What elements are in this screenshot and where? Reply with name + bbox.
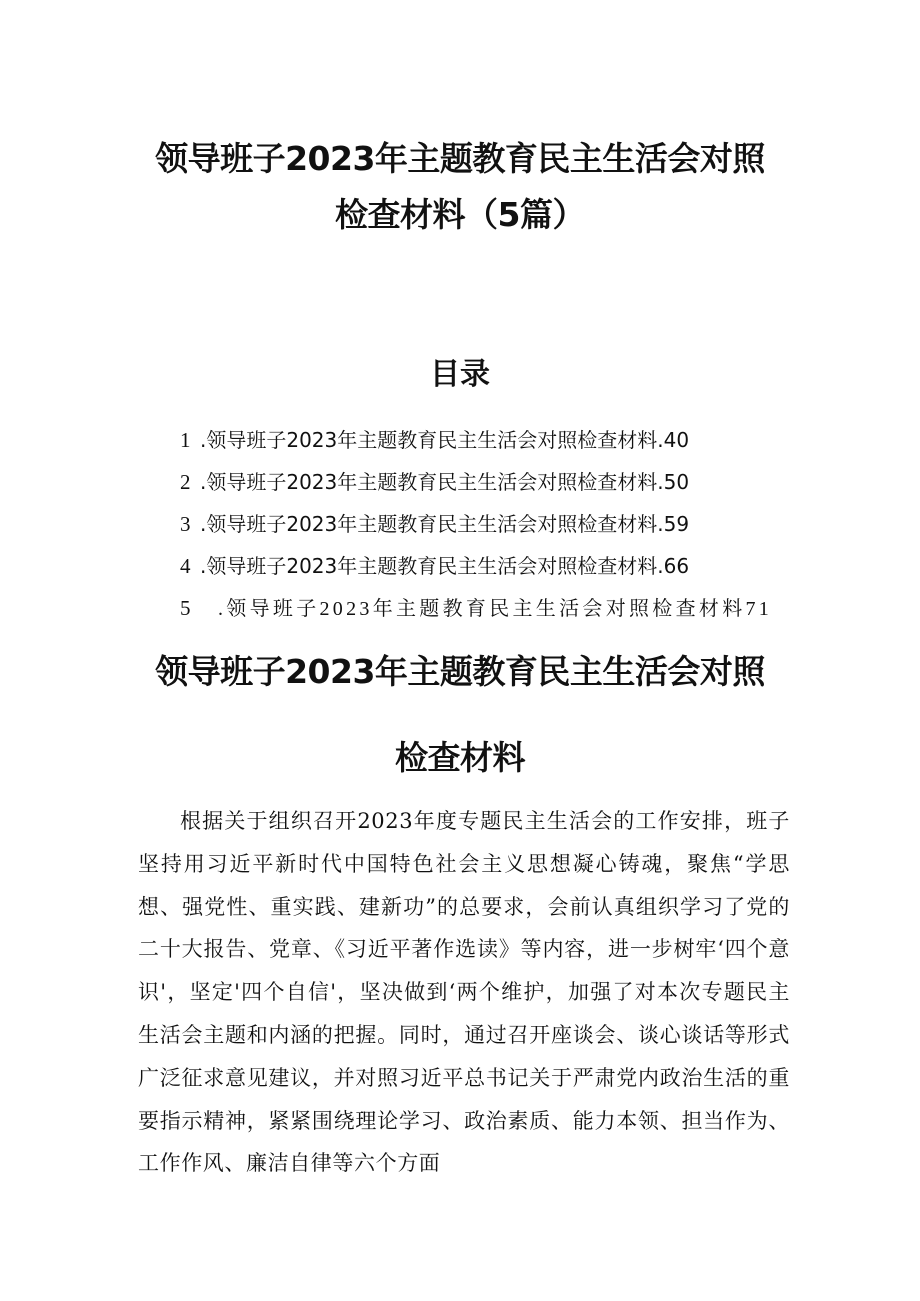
toc-item-text: .领导班子2023年主题教育民主生活会对照检查材料.66	[200, 554, 690, 578]
toc-item-text: .领导班子2023年主题教育民主生活会对照检查材料.59	[200, 512, 690, 536]
article-paragraph: 根据关于组织召开2023年度专题民主生活会的工作安排，班子坚持用习近平新时代中国特色社会主义思想凝心铸魂，聚焦“学思想、强党性、重实践、建新功”的总要求，会前认真组织学习了党的二十大报告、党章、《习近平著作选读》等内容，进一步树牢‘四个意识'，坚定'四个自信'，坚决做到‘两个维护，加强了对本次专题民主生活会主题和内涵的把握。同时，通过召开座谈会、谈心谈话等形式广泛征求意见建议，并对照习近平总书记关于严肃党内政治生活的重要指示精神，紧紧围绕理论学习、政治素质、能力本领、担当作为、工作作风、廉洁自律等六个方面	[138, 809, 790, 1176]
toc-item[interactable]	[180, 419, 800, 461]
toc-item-number: 1	[180, 428, 191, 452]
document-title-line1: 领导班子2023年主题教育民主生活会对照	[155, 139, 765, 178]
article-title-line1: 领导班子2023年主题教育民主生活会对照	[155, 652, 765, 691]
toc-heading: 目录	[430, 357, 490, 392]
toc-item-text: .领导班子2023年主题教育民主生活会对照检查材料.50	[200, 470, 690, 494]
toc-item[interactable]	[180, 587, 800, 629]
toc-item[interactable]	[180, 461, 800, 503]
document-title-line2: 检查材料（5篇）	[335, 195, 585, 234]
toc-item-number: 2	[180, 470, 191, 494]
toc-item-number: 5	[180, 596, 191, 620]
toc-item[interactable]	[180, 503, 800, 545]
toc-item[interactable]	[180, 545, 800, 587]
article-title-line2: 检查材料	[395, 738, 525, 777]
toc-item-text: .领导班子2023年主题教育民主生活会对照检查材料71	[218, 598, 773, 620]
toc-item-text: .领导班子2023年主题教育民主生活会对照检查材料.40	[200, 428, 690, 452]
table-of-contents	[180, 419, 800, 629]
toc-item-number: 4	[180, 554, 191, 578]
toc-item-number: 3	[180, 512, 191, 536]
